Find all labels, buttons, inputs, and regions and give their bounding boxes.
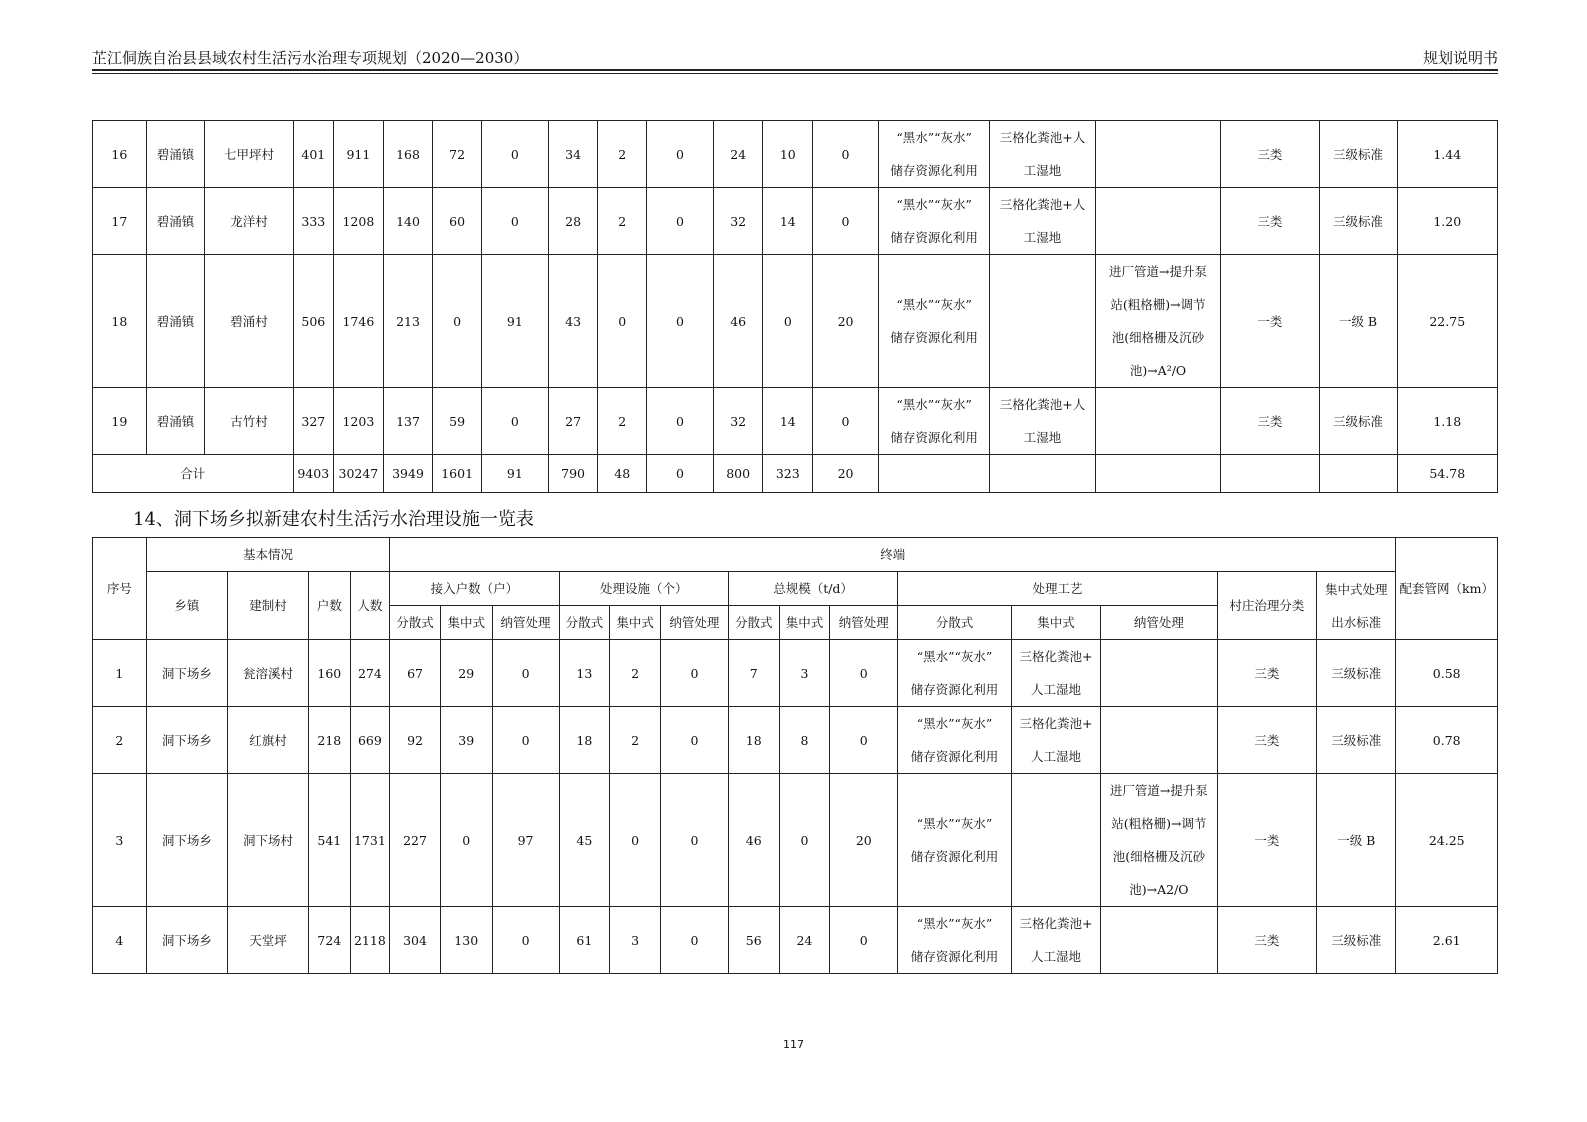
table-row	[93, 774, 1498, 907]
total-cell-process-dispersed	[878, 455, 989, 493]
cell-standard: 一级 B	[1319, 255, 1397, 388]
cell-households: 218	[309, 707, 351, 774]
header-terminal: 终端	[390, 538, 1396, 572]
cell-facilities-dispersed: 18	[559, 707, 610, 774]
cell-access-centralized: 59	[433, 388, 482, 455]
cell-process-centralized	[990, 388, 1095, 455]
cell-facilities-centralized: 2	[598, 121, 647, 188]
cell-access-centralized: 60	[433, 188, 482, 255]
cell-line: 池(细格栅及沉砂	[1112, 849, 1206, 864]
cell-facilities-centralized: 2	[610, 640, 661, 707]
cell-access-centralized: 130	[440, 907, 492, 974]
cell-line: 站(粗格栅)→调节	[1110, 297, 1206, 312]
facility-table-biyong	[92, 120, 1498, 493]
cell-process-dispersed	[878, 255, 989, 388]
table-row	[93, 640, 1498, 707]
cell-people: 2118	[350, 907, 390, 974]
cell-standard: 三级标准	[1319, 388, 1397, 455]
cell-process-network	[1101, 907, 1218, 974]
cell-scale-dispersed: 32	[713, 188, 763, 255]
cell-access-dispersed: 227	[390, 774, 441, 907]
cell-seq: 18	[93, 255, 147, 388]
total-cell-access-centralized: 1601	[433, 455, 482, 493]
cell-line: 池)→A²/O	[1129, 363, 1187, 378]
cell-households: 160	[309, 640, 351, 707]
cell-access-network: 0	[492, 907, 559, 974]
cell-access-network: 97	[492, 774, 559, 907]
cell-pipe-km: 22.75	[1397, 255, 1497, 388]
cell-category: 三类	[1217, 907, 1316, 974]
document-title: 芷江侗族自治县县域农村生活污水治理专项规划（2020—2030）	[92, 49, 529, 67]
cell-process-dispersed	[898, 774, 1012, 907]
cell-facilities-centralized: 2	[610, 707, 661, 774]
cell-process-network	[1095, 388, 1221, 455]
cell-line: 三格化粪池+人	[999, 197, 1086, 212]
cell-scale-centralized: 10	[763, 121, 813, 188]
total-cell-scale-dispersed: 800	[713, 455, 763, 493]
cell-people: 274	[350, 640, 390, 707]
cell-town: 洞下场乡	[146, 640, 227, 707]
header-basic-info: 基本情况	[146, 538, 389, 572]
cell-line: 储存资源化利用	[890, 430, 978, 445]
cell-seq: 16	[93, 121, 147, 188]
header-village: 建制村	[227, 572, 308, 640]
header-access-households: 接入户数（户）	[390, 572, 559, 606]
cell-people: 1208	[334, 188, 384, 255]
cell-facilities-centralized: 0	[610, 774, 661, 907]
cell-line: 储存资源化利用	[910, 749, 999, 764]
cell-facilities-network: 0	[647, 255, 714, 388]
cell-scale-dispersed: 7	[728, 640, 779, 707]
header-network: 纳管处理	[492, 606, 559, 640]
cell-seq: 1	[93, 640, 147, 707]
total-cell-pipe-km: 54.78	[1397, 455, 1497, 493]
cell-process-network	[1101, 707, 1218, 774]
header-households: 户数	[309, 572, 351, 640]
cell-line: 三格化粪池+	[1019, 916, 1093, 931]
cell-scale-dispersed: 24	[713, 121, 763, 188]
cell-line: 人工湿地	[1030, 949, 1081, 964]
cell-seq: 2	[93, 707, 147, 774]
page-number: 117	[783, 1038, 804, 1051]
table-row	[93, 388, 1498, 455]
cell-process-centralized	[1011, 640, 1100, 707]
cell-seq: 3	[93, 774, 147, 907]
cell-access-dispersed: 213	[383, 255, 433, 388]
cell-category: 三类	[1221, 388, 1319, 455]
cell-facilities-centralized: 2	[598, 188, 647, 255]
cell-facilities-network: 0	[647, 188, 714, 255]
header-centralized: 集中式	[1011, 606, 1100, 640]
cell-line: 储存资源化利用	[910, 949, 999, 964]
cell-category: 三类	[1217, 707, 1316, 774]
cell-households: 401	[293, 121, 334, 188]
header-seq: 序号	[93, 538, 147, 640]
cell-scale-network: 0	[830, 907, 898, 974]
cell-standard: 三级标准	[1319, 121, 1397, 188]
cell-scale-centralized: 0	[779, 774, 830, 907]
cell-households: 333	[293, 188, 334, 255]
cell-line: “黑水”“灰水”	[896, 297, 972, 312]
cell-access-network: 0	[481, 388, 548, 455]
cell-facilities-network: 0	[660, 774, 728, 907]
cell-line: 储存资源化利用	[910, 682, 999, 697]
header-centralized: 集中式	[610, 606, 661, 640]
cell-facilities-network: 0	[660, 907, 728, 974]
total-cell-process-centralized	[990, 455, 1095, 493]
cell-standard: 三级标准	[1317, 640, 1396, 707]
cell-line: “黑水”“灰水”	[896, 197, 972, 212]
cell-village: 天堂坪	[227, 907, 308, 974]
cell-process-centralized	[990, 188, 1095, 255]
cell-line: 池(细格栅及沉砂	[1111, 330, 1205, 345]
cell-town: 洞下场乡	[146, 907, 227, 974]
table-row	[93, 188, 1498, 255]
cell-line: 工湿地	[1023, 430, 1062, 445]
table-caption: 14、洞下场乡拟新建农村生活污水治理设施一览表	[133, 509, 534, 530]
cell-line: 工湿地	[1023, 163, 1062, 178]
cell-line: 储存资源化利用	[890, 230, 978, 245]
cell-scale-dispersed: 32	[713, 388, 763, 455]
cell-scale-centralized: 14	[763, 388, 813, 455]
header-total-scale: 总规模（t/d）	[728, 572, 897, 606]
cell-standard: 三级标准	[1319, 188, 1397, 255]
header-rule-thick	[92, 69, 1498, 71]
cell-line: 三格化粪池+	[1019, 716, 1093, 731]
total-cell-scale-network: 20	[813, 455, 879, 493]
cell-pipe-km: 1.18	[1397, 388, 1497, 455]
cell-process-network	[1095, 255, 1221, 388]
cell-line: 池)→A2/O	[1129, 882, 1189, 897]
total-cell-access-dispersed: 3949	[383, 455, 433, 493]
cell-line: “黑水”“灰水”	[916, 716, 993, 731]
cell-pipe-km: 2.61	[1396, 907, 1498, 974]
cell-village: 碧涌村	[205, 255, 293, 388]
cell-access-network: 0	[492, 640, 559, 707]
header-people: 人数	[350, 572, 390, 640]
cell-category: 一类	[1221, 255, 1319, 388]
cell-process-centralized	[1011, 907, 1100, 974]
cell-process-centralized	[990, 121, 1095, 188]
header-pipe-network: 配套管网（km）	[1396, 538, 1498, 640]
cell-scale-network: 0	[830, 707, 898, 774]
cell-households: 506	[293, 255, 334, 388]
cell-access-dispersed: 67	[390, 640, 441, 707]
cell-line: “黑水”“灰水”	[916, 649, 993, 664]
cell-line: 储存资源化利用	[890, 330, 978, 345]
cell-seq: 17	[93, 188, 147, 255]
cell-facilities-dispersed: 34	[548, 121, 598, 188]
cell-people: 1731	[350, 774, 390, 907]
cell-process-dispersed	[878, 188, 989, 255]
header-centralized: 集中式	[779, 606, 830, 640]
cell-scale-centralized: 0	[763, 255, 813, 388]
cell-scale-network: 0	[813, 388, 879, 455]
cell-pipe-km: 0.58	[1396, 640, 1498, 707]
cell-village: 红旗村	[227, 707, 308, 774]
cell-scale-centralized: 8	[779, 707, 830, 774]
cell-process-network	[1101, 774, 1218, 907]
header-network: 纳管处理	[830, 606, 898, 640]
cell-standard: 一级 B	[1317, 774, 1396, 907]
cell-people: 911	[334, 121, 384, 188]
cell-pipe-km: 0.78	[1396, 707, 1498, 774]
cell-line: 人工湿地	[1030, 682, 1081, 697]
cell-access-dispersed: 168	[383, 121, 433, 188]
cell-line: “黑水”“灰水”	[896, 397, 972, 412]
cell-scale-network: 0	[813, 188, 879, 255]
cell-facilities-dispersed: 13	[559, 640, 610, 707]
cell-scale-centralized: 24	[779, 907, 830, 974]
cell-town: 洞下场乡	[146, 774, 227, 907]
total-cell-scale-centralized: 323	[763, 455, 813, 493]
header-centralized: 集中式	[440, 606, 492, 640]
cell-facilities-network: 0	[660, 640, 728, 707]
cell-people: 1203	[334, 388, 384, 455]
cell-process-dispersed	[878, 121, 989, 188]
header-effluent-standard-line: 集中式处理	[1325, 581, 1388, 597]
total-cell-access-network: 91	[481, 455, 548, 493]
total-row	[93, 455, 1498, 493]
cell-scale-centralized: 14	[763, 188, 813, 255]
cell-people: 669	[350, 707, 390, 774]
total-cell-households: 9403	[293, 455, 334, 493]
cell-households: 724	[309, 907, 351, 974]
cell-process-network	[1095, 188, 1221, 255]
cell-process-network	[1101, 640, 1218, 707]
total-label: 合计	[93, 455, 294, 493]
cell-facilities-centralized: 3	[610, 907, 661, 974]
cell-line: “黑水”“灰水”	[916, 916, 993, 931]
cell-line: “黑水”“灰水”	[916, 816, 993, 831]
cell-access-centralized: 72	[433, 121, 482, 188]
header-village-category: 村庄治理分类	[1217, 572, 1316, 640]
cell-access-centralized: 39	[440, 707, 492, 774]
cell-access-network: 0	[481, 121, 548, 188]
cell-process-centralized	[1011, 707, 1100, 774]
header-effluent-standard-line: 出水标准	[1331, 614, 1382, 630]
cell-access-network: 91	[481, 255, 548, 388]
cell-scale-network: 0	[813, 121, 879, 188]
cell-scale-network: 20	[830, 774, 898, 907]
cell-facilities-dispersed: 45	[559, 774, 610, 907]
cell-access-centralized: 0	[433, 255, 482, 388]
header-network: 纳管处理	[660, 606, 728, 640]
cell-category: 一类	[1217, 774, 1316, 907]
cell-process-centralized	[990, 255, 1095, 388]
header-dispersed: 分散式	[728, 606, 779, 640]
cell-category: 三类	[1217, 640, 1316, 707]
cell-category: 三类	[1221, 188, 1319, 255]
page-header	[92, 47, 1498, 69]
cell-line: 三格化粪池+人	[999, 130, 1086, 145]
cell-process-dispersed	[898, 907, 1012, 974]
cell-scale-dispersed: 18	[728, 707, 779, 774]
cell-facilities-dispersed: 28	[548, 188, 598, 255]
cell-town: 碧涌镇	[146, 121, 205, 188]
total-cell-category	[1221, 455, 1319, 493]
table-row	[93, 907, 1498, 974]
cell-scale-dispersed: 46	[728, 774, 779, 907]
table-row	[93, 707, 1498, 774]
cell-village: 龙洋村	[205, 188, 293, 255]
total-cell-facilities-network: 0	[647, 455, 714, 493]
cell-line: 工湿地	[1023, 230, 1062, 245]
header-rule-thin	[92, 73, 1498, 74]
cell-line: 进厂管道→提升泵	[1109, 783, 1208, 798]
cell-town: 碧涌镇	[146, 188, 205, 255]
table-row	[93, 255, 1498, 388]
facility-table-dongxiachang	[92, 537, 1498, 974]
cell-access-dispersed: 137	[383, 388, 433, 455]
cell-seq: 4	[93, 907, 147, 974]
header-town: 乡镇	[146, 572, 227, 640]
cell-village: 瓮溶溪村	[227, 640, 308, 707]
cell-town: 碧涌镇	[146, 255, 205, 388]
cell-category: 三类	[1221, 121, 1319, 188]
cell-process-dispersed	[898, 640, 1012, 707]
cell-facilities-network: 0	[660, 707, 728, 774]
cell-line: 三格化粪池+人	[999, 397, 1086, 412]
cell-access-dispersed: 304	[390, 907, 441, 974]
cell-line: 进厂管道→提升泵	[1109, 264, 1207, 279]
header-effluent-standard	[1317, 572, 1396, 640]
cell-access-dispersed: 140	[383, 188, 433, 255]
cell-scale-dispersed: 46	[713, 255, 763, 388]
header-network: 纳管处理	[1101, 606, 1218, 640]
cell-village: 七甲坪村	[205, 121, 293, 188]
cell-line: “黑水”“灰水”	[896, 130, 972, 145]
table-row	[93, 121, 1498, 188]
cell-households: 541	[309, 774, 351, 907]
cell-facilities-dispersed: 27	[548, 388, 598, 455]
cell-pipe-km: 1.44	[1397, 121, 1497, 188]
header-dispersed: 分散式	[390, 606, 441, 640]
cell-facilities-centralized: 2	[598, 388, 647, 455]
cell-facilities-network: 0	[647, 121, 714, 188]
cell-facilities-dispersed: 61	[559, 907, 610, 974]
cell-process-dispersed	[878, 388, 989, 455]
total-cell-process-network	[1095, 455, 1221, 493]
document-type: 规划说明书	[1422, 49, 1498, 67]
cell-line: 站(粗格栅)→调节	[1111, 816, 1207, 831]
cell-access-network: 0	[481, 188, 548, 255]
cell-people: 1746	[334, 255, 384, 388]
cell-access-dispersed: 92	[390, 707, 441, 774]
cell-process-dispersed	[898, 707, 1012, 774]
cell-village: 洞下场村	[227, 774, 308, 907]
cell-scale-network: 20	[813, 255, 879, 388]
cell-standard: 三级标准	[1317, 907, 1396, 974]
cell-seq: 19	[93, 388, 147, 455]
cell-process-centralized	[1011, 774, 1100, 907]
cell-line: 储存资源化利用	[890, 163, 978, 178]
header-facilities: 处理设施（个）	[559, 572, 728, 606]
header-dispersed: 分散式	[559, 606, 610, 640]
cell-pipe-km: 24.25	[1396, 774, 1498, 907]
total-cell-people: 30247	[334, 455, 384, 493]
cell-line: 三格化粪池+	[1019, 649, 1093, 664]
cell-pipe-km: 1.20	[1397, 188, 1497, 255]
cell-households: 327	[293, 388, 334, 455]
cell-access-centralized: 0	[440, 774, 492, 907]
header-dispersed: 分散式	[898, 606, 1012, 640]
total-cell-facilities-centralized: 48	[598, 455, 647, 493]
cell-facilities-centralized: 0	[598, 255, 647, 388]
cell-process-network	[1095, 121, 1221, 188]
cell-scale-network: 0	[830, 640, 898, 707]
cell-access-centralized: 29	[440, 640, 492, 707]
cell-facilities-network: 0	[647, 388, 714, 455]
total-cell-facilities-dispersed: 790	[548, 455, 598, 493]
total-cell-standard	[1319, 455, 1397, 493]
cell-village: 古竹村	[205, 388, 293, 455]
cell-town: 碧涌镇	[146, 388, 205, 455]
cell-town: 洞下场乡	[146, 707, 227, 774]
cell-scale-centralized: 3	[779, 640, 830, 707]
cell-standard: 三级标准	[1317, 707, 1396, 774]
cell-access-network: 0	[492, 707, 559, 774]
cell-line: 人工湿地	[1030, 749, 1081, 764]
cell-scale-dispersed: 56	[728, 907, 779, 974]
header-process: 处理工艺	[898, 572, 1217, 606]
cell-facilities-dispersed: 43	[548, 255, 598, 388]
cell-line: 储存资源化利用	[910, 849, 999, 864]
